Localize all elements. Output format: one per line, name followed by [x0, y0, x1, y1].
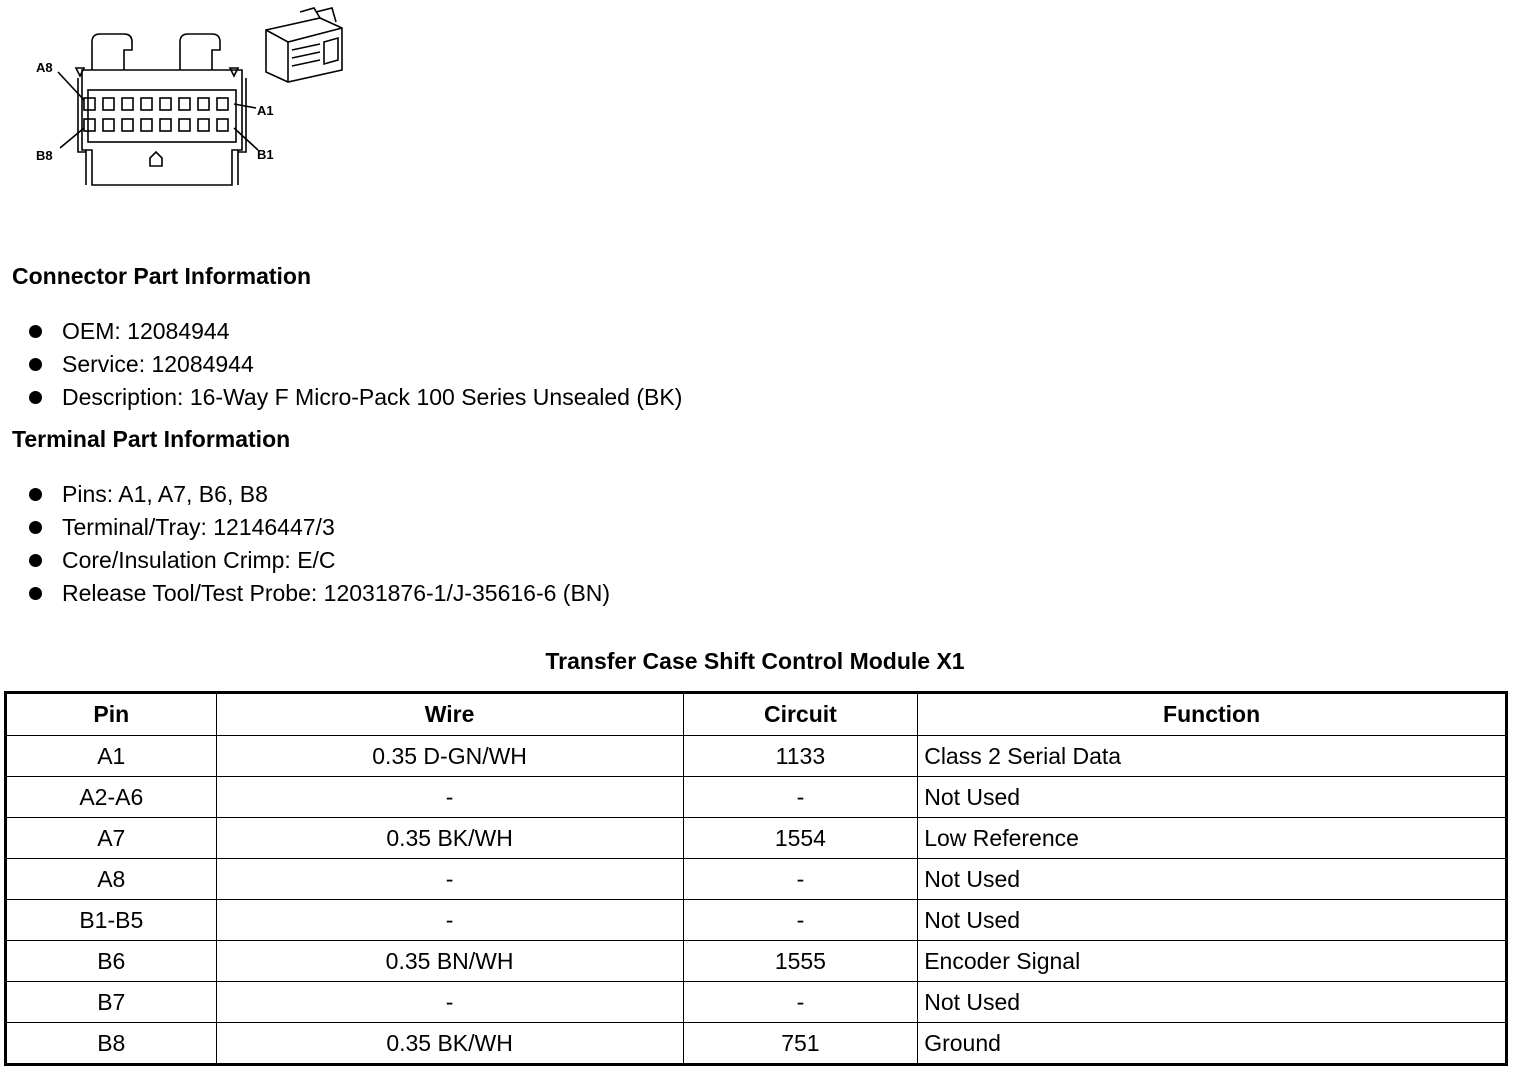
- cell-circuit: -: [683, 982, 918, 1023]
- header-pin: Pin: [6, 693, 217, 736]
- cell-function: Not Used: [918, 859, 1507, 900]
- cell-circuit: 751: [683, 1023, 918, 1065]
- cell-wire: -: [216, 900, 683, 941]
- cell-circuit: -: [683, 777, 918, 818]
- cell-pin: B8: [6, 1023, 217, 1065]
- header-function: Function: [918, 693, 1507, 736]
- connector-diagram: [20, 0, 360, 200]
- cell-function: Encoder Signal: [918, 941, 1507, 982]
- label-a1: A1: [257, 103, 274, 118]
- cell-circuit: 1554: [683, 818, 918, 859]
- table-header-row: [6, 693, 1507, 736]
- cell-wire: 0.35 D-GN/WH: [216, 736, 683, 777]
- cell-pin: A7: [6, 818, 217, 859]
- bullet-icon: [29, 521, 42, 534]
- table-row: [6, 859, 1507, 900]
- label-b1: B1: [257, 147, 274, 162]
- list-item: OEM: 12084944: [26, 315, 682, 348]
- list-item: Core/Insulation Crimp: E/C: [26, 544, 610, 577]
- header-wire: Wire: [216, 693, 683, 736]
- cell-pin: B1-B5: [6, 900, 217, 941]
- cell-wire: 0.35 BK/WH: [216, 1023, 683, 1065]
- cell-wire: 0.35 BK/WH: [216, 818, 683, 859]
- table-title: Transfer Case Shift Control Module X1: [545, 648, 965, 674]
- table-row: [6, 941, 1507, 982]
- cell-wire: -: [216, 982, 683, 1023]
- bullet-icon: [29, 488, 42, 501]
- cell-pin: A1: [6, 736, 217, 777]
- bullet-icon: [29, 554, 42, 567]
- pinout-table: [4, 691, 1508, 1066]
- table-row: [6, 900, 1507, 941]
- cell-circuit: 1133: [683, 736, 918, 777]
- list-item: Service: 12084944: [26, 348, 682, 381]
- list-item: Pins: A1, A7, B6, B8: [26, 478, 610, 511]
- connector-part-list: [26, 315, 682, 414]
- terminal-part-heading: Terminal Part Information: [12, 426, 291, 452]
- cell-function: Not Used: [918, 900, 1507, 941]
- bullet-icon: [29, 587, 42, 600]
- cell-wire: -: [216, 859, 683, 900]
- cell-wire: 0.35 BN/WH: [216, 941, 683, 982]
- cell-circuit: -: [683, 900, 918, 941]
- table-row: [6, 736, 1507, 777]
- table-row: [6, 982, 1507, 1023]
- cell-wire: -: [216, 777, 683, 818]
- cell-circuit: 1555: [683, 941, 918, 982]
- terminal-part-list: [26, 478, 610, 610]
- list-item: Description: 16-Way F Micro-Pack 100 Series Unsealed (BK): [26, 381, 682, 414]
- cell-pin: A2-A6: [6, 777, 217, 818]
- cell-circuit: -: [683, 859, 918, 900]
- bullet-icon: [29, 325, 42, 338]
- cell-function: Not Used: [918, 777, 1507, 818]
- label-a8: A8: [36, 60, 53, 75]
- table-row: [6, 777, 1507, 818]
- cell-function: Ground: [918, 1023, 1507, 1065]
- cell-pin: B7: [6, 982, 217, 1023]
- cell-function: Not Used: [918, 982, 1507, 1023]
- label-b8: B8: [36, 148, 53, 163]
- table-row: [6, 1023, 1507, 1065]
- table-row: [6, 818, 1507, 859]
- cell-function: Class 2 Serial Data: [918, 736, 1507, 777]
- connector-part-heading: Connector Part Information: [12, 263, 312, 289]
- cell-pin: B6: [6, 941, 217, 982]
- cell-function: Low Reference: [918, 818, 1507, 859]
- header-circuit: Circuit: [683, 693, 918, 736]
- cell-pin: A8: [6, 859, 217, 900]
- list-item: Release Tool/Test Probe: 12031876-1/J-35616-6 (BN): [26, 577, 610, 610]
- bullet-icon: [29, 358, 42, 371]
- list-item: Terminal/Tray: 12146447/3: [26, 511, 610, 544]
- connector-face-drawing: [20, 0, 360, 200]
- bullet-icon: [29, 391, 42, 404]
